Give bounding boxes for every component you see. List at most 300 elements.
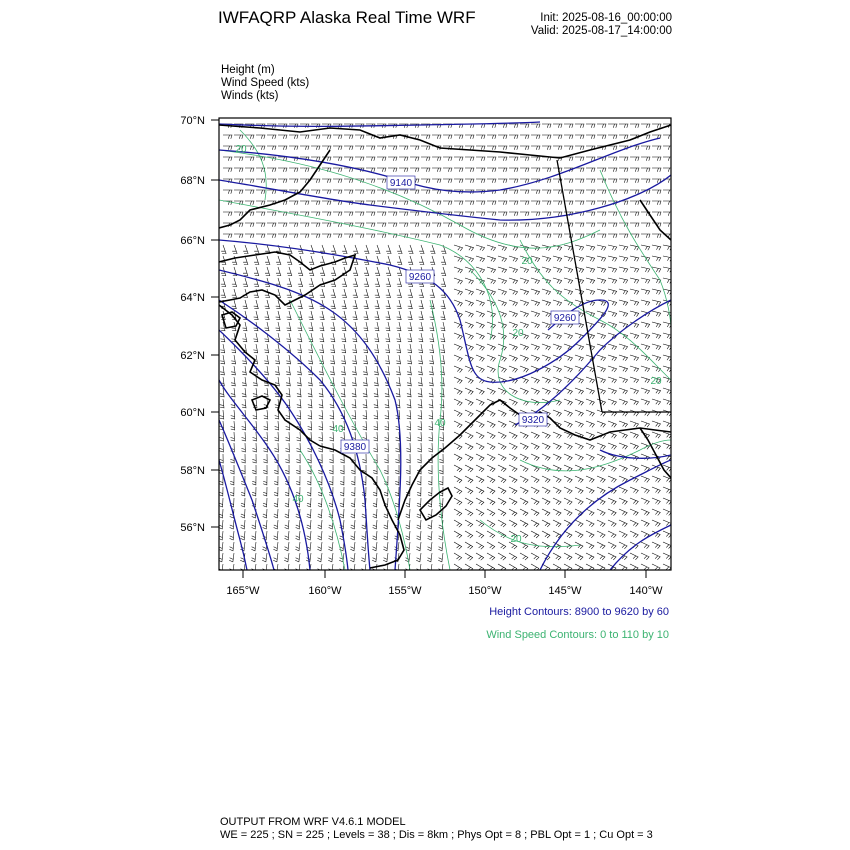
wind-barb bbox=[476, 542, 484, 549]
wind-barb bbox=[242, 377, 246, 386]
wind-barb bbox=[465, 289, 474, 295]
wind-barb bbox=[630, 553, 638, 560]
wind-barb bbox=[221, 289, 226, 298]
wind-barb bbox=[419, 289, 424, 298]
wind-barb bbox=[388, 223, 397, 227]
wind-barb bbox=[307, 454, 311, 463]
wind-barb bbox=[340, 509, 344, 518]
wind-barb bbox=[476, 399, 484, 406]
wind-barb bbox=[476, 201, 485, 205]
wind-barb bbox=[428, 487, 432, 496]
wind-barb bbox=[352, 355, 356, 364]
wind-barb bbox=[274, 487, 278, 496]
wind-barb bbox=[542, 344, 551, 350]
wind-barb bbox=[286, 377, 290, 386]
wind-barb bbox=[329, 531, 334, 540]
wind-barb bbox=[487, 432, 495, 439]
wind-barb bbox=[307, 465, 311, 474]
wind-barb bbox=[341, 355, 345, 364]
height-label bbox=[519, 413, 547, 426]
wind-barb bbox=[630, 355, 639, 361]
wind-barb bbox=[465, 531, 473, 538]
wind-barb bbox=[410, 234, 419, 238]
wind-barb bbox=[520, 146, 529, 150]
wind-barb bbox=[586, 311, 595, 317]
wind-barb bbox=[278, 135, 287, 139]
wind-barb bbox=[465, 245, 474, 251]
wind-barb bbox=[220, 344, 224, 353]
wind-barb bbox=[630, 377, 639, 383]
wind-barb bbox=[597, 553, 605, 560]
wind-barb bbox=[597, 234, 606, 238]
wind-barb bbox=[487, 498, 495, 505]
wind-barb bbox=[498, 410, 506, 417]
wind-barb bbox=[564, 399, 572, 405]
wind-barb bbox=[619, 124, 628, 128]
wind-barb bbox=[407, 421, 411, 430]
wind-barb bbox=[289, 168, 298, 172]
wind-barb bbox=[564, 388, 572, 394]
wind-barb bbox=[432, 190, 441, 194]
wind-barb bbox=[223, 146, 232, 150]
wind-barb bbox=[342, 245, 347, 254]
wind-barb bbox=[285, 465, 289, 474]
wind-barb bbox=[575, 234, 584, 238]
wind-barb bbox=[575, 410, 583, 416]
wind-barb bbox=[586, 366, 595, 372]
wind-barb bbox=[295, 542, 300, 551]
wind-barb bbox=[419, 322, 424, 331]
wind-barb bbox=[432, 157, 441, 161]
wind-barb bbox=[252, 487, 256, 496]
wind-barb bbox=[297, 344, 301, 353]
wind-barb bbox=[476, 300, 485, 306]
wind-barb bbox=[630, 256, 639, 261]
wind-barb bbox=[465, 542, 473, 549]
wind-barb bbox=[331, 322, 336, 331]
wind-barb bbox=[531, 553, 539, 560]
wind-barb bbox=[520, 289, 529, 295]
wind-barb bbox=[256, 146, 265, 150]
wind-barb bbox=[487, 124, 496, 128]
wind-barb bbox=[531, 531, 539, 538]
wind-barb bbox=[465, 168, 474, 172]
wind-barb bbox=[276, 267, 281, 276]
wind-barb bbox=[428, 443, 432, 452]
wind-barb bbox=[476, 509, 484, 516]
wind-barb bbox=[363, 432, 367, 441]
wind-barb bbox=[476, 311, 485, 317]
wind-barb bbox=[397, 245, 402, 254]
wind-barb bbox=[597, 256, 606, 262]
wind-barb bbox=[542, 223, 551, 227]
wind-barb bbox=[509, 146, 518, 150]
wind-barb bbox=[564, 278, 573, 284]
wind-barb bbox=[564, 366, 573, 372]
wind-barb bbox=[608, 135, 617, 139]
wind-barb bbox=[586, 476, 594, 483]
wind-barb bbox=[373, 487, 377, 496]
wind-barb bbox=[553, 509, 561, 516]
wind-barb bbox=[487, 278, 496, 284]
wind-barb bbox=[252, 465, 256, 474]
wind-barb bbox=[663, 531, 671, 538]
wind-barb bbox=[396, 333, 401, 342]
wind-barb bbox=[641, 333, 650, 339]
wind-barb bbox=[399, 212, 408, 216]
wind-barb bbox=[352, 410, 356, 419]
wind-barb bbox=[531, 454, 539, 461]
wind-barb bbox=[487, 443, 495, 450]
wind-barb bbox=[377, 157, 386, 161]
wind-barb bbox=[372, 542, 377, 551]
wind-barb bbox=[364, 300, 369, 309]
wind-barb bbox=[553, 366, 562, 372]
wind-barb bbox=[597, 421, 605, 427]
wind-barb bbox=[619, 421, 628, 427]
wind-barb bbox=[427, 542, 432, 551]
wind-barb bbox=[245, 234, 254, 238]
wind-barb bbox=[542, 432, 550, 439]
wind-barb bbox=[586, 289, 595, 295]
wind-barb bbox=[465, 333, 473, 339]
wind-barb bbox=[319, 344, 323, 353]
wind-barb bbox=[231, 410, 235, 419]
wind-barb bbox=[575, 421, 583, 427]
wind-barb bbox=[454, 421, 462, 428]
wind-barb bbox=[619, 377, 628, 383]
wind-barb bbox=[487, 487, 495, 494]
wind-barb bbox=[608, 509, 616, 516]
wind-barb bbox=[384, 454, 388, 463]
wind-barb bbox=[229, 564, 234, 573]
wind-barb bbox=[520, 344, 529, 350]
wind-barb bbox=[454, 289, 463, 295]
wind-barb bbox=[454, 399, 462, 406]
wind-barb bbox=[454, 300, 462, 306]
wind-barb bbox=[553, 333, 562, 339]
wind-barb bbox=[363, 388, 367, 397]
wind-barb bbox=[417, 498, 421, 507]
wind-barb bbox=[429, 366, 433, 375]
wind-barb bbox=[231, 421, 235, 430]
wind-barb bbox=[509, 179, 518, 183]
wind-barb bbox=[396, 344, 400, 353]
wind-barb bbox=[361, 564, 366, 573]
wind-barb bbox=[553, 399, 561, 405]
wind-barb bbox=[487, 388, 495, 395]
wind-barb bbox=[384, 465, 388, 474]
wind-barb bbox=[265, 322, 270, 331]
wind-barb bbox=[476, 245, 485, 251]
wind-barb bbox=[608, 267, 617, 273]
wind-barb bbox=[410, 201, 419, 205]
wind-barb bbox=[586, 135, 595, 139]
wind-barb bbox=[465, 465, 473, 472]
height-contour bbox=[610, 525, 671, 570]
wind-barb bbox=[344, 190, 353, 194]
wind-barb bbox=[487, 267, 496, 273]
wind-barb bbox=[476, 289, 485, 295]
wind-barb bbox=[531, 322, 540, 328]
wind-barb bbox=[396, 432, 400, 441]
wind-barb bbox=[253, 388, 257, 397]
wind-barb bbox=[366, 223, 375, 227]
wind-barb bbox=[441, 322, 446, 331]
wind-barb bbox=[223, 157, 232, 161]
wind-barb bbox=[328, 564, 333, 573]
wind-barb bbox=[509, 234, 518, 238]
wind-barb bbox=[531, 311, 540, 317]
wind-barb bbox=[429, 399, 433, 408]
wind-barb bbox=[663, 344, 672, 350]
wind-barb bbox=[542, 146, 551, 150]
wind-barb bbox=[231, 377, 235, 386]
wind-barb bbox=[520, 212, 529, 216]
wind-barb bbox=[397, 300, 402, 309]
wind-barb bbox=[251, 553, 256, 562]
wind-barb bbox=[641, 168, 650, 172]
wind-barb bbox=[465, 322, 473, 328]
wind-barb bbox=[430, 245, 435, 254]
wind-barb bbox=[364, 267, 369, 276]
wind-barb bbox=[429, 421, 433, 430]
wind-barb bbox=[597, 355, 606, 361]
wind-barb bbox=[287, 256, 292, 265]
wind-barb bbox=[454, 344, 462, 351]
wind-barb bbox=[520, 487, 528, 494]
wind-label: 40 bbox=[434, 418, 446, 429]
wind-barb bbox=[641, 553, 649, 560]
wind-barb bbox=[441, 311, 446, 320]
wind-barb bbox=[619, 432, 627, 438]
wind-barb bbox=[465, 454, 473, 461]
wind-barb bbox=[542, 509, 550, 516]
wind-barb bbox=[652, 476, 660, 482]
wind-barb bbox=[454, 443, 462, 450]
wind-barb bbox=[542, 443, 550, 450]
wind-barb bbox=[253, 344, 257, 353]
model-info: OUTPUT FROM WRF V4.6.1 MODEL bbox=[220, 816, 406, 828]
wind-barb bbox=[308, 388, 312, 397]
wind-label: 20 bbox=[510, 534, 522, 545]
wind-barb bbox=[487, 553, 495, 560]
wind-barb bbox=[608, 355, 617, 361]
wind-barb bbox=[476, 124, 485, 128]
variable-wind-speed: Wind Speed (kts) bbox=[221, 77, 310, 89]
wind-barb bbox=[317, 564, 322, 573]
wind-barb bbox=[509, 520, 517, 527]
wind-barb bbox=[285, 520, 289, 529]
wind-barb bbox=[308, 377, 312, 386]
wind-barb bbox=[252, 454, 256, 463]
wind-barb bbox=[586, 432, 594, 438]
wind-barb bbox=[652, 256, 661, 261]
wind-barb bbox=[300, 146, 309, 150]
wind-barb bbox=[278, 168, 287, 172]
wind-barb bbox=[531, 520, 539, 527]
wind-barb bbox=[509, 432, 517, 439]
wind-barb bbox=[386, 311, 391, 320]
wind-barb bbox=[564, 509, 572, 516]
wind-speed-contour bbox=[240, 130, 266, 200]
wind-barb bbox=[267, 190, 276, 194]
wind-barb bbox=[342, 289, 347, 298]
wind-barb bbox=[363, 421, 367, 430]
wind-barb bbox=[553, 135, 562, 139]
wind-barb bbox=[542, 212, 551, 216]
wind-barb bbox=[388, 157, 397, 161]
wind-barb bbox=[421, 179, 430, 183]
wind-barb bbox=[377, 201, 386, 205]
wind-barb bbox=[608, 157, 617, 161]
wind-barb bbox=[531, 344, 540, 350]
wind-barb bbox=[298, 300, 303, 309]
wind-barb bbox=[476, 344, 484, 350]
wind-barb bbox=[619, 531, 627, 538]
wind-barb bbox=[487, 476, 495, 483]
wind-barb bbox=[509, 388, 517, 395]
wind-barb bbox=[498, 553, 506, 560]
wind-barb bbox=[377, 223, 386, 227]
wind-barb bbox=[553, 223, 562, 227]
wind-barb bbox=[553, 476, 561, 483]
wind-barb bbox=[498, 168, 507, 172]
wind-barb bbox=[432, 179, 441, 183]
wind-barb bbox=[454, 245, 463, 251]
wind-barb bbox=[417, 476, 421, 485]
wind-barb bbox=[652, 300, 661, 306]
wind-barb bbox=[520, 135, 529, 139]
wind-barb bbox=[663, 410, 672, 416]
wind-barb bbox=[363, 333, 368, 342]
wind-barb bbox=[652, 201, 661, 205]
wind-barb bbox=[307, 531, 312, 540]
wind-barb bbox=[509, 256, 518, 262]
wind-barb bbox=[432, 135, 441, 139]
wind-barb bbox=[487, 146, 496, 150]
wind-barb bbox=[355, 212, 364, 216]
wind-barb bbox=[220, 432, 224, 441]
wind-barb bbox=[309, 278, 314, 287]
wind-barb bbox=[223, 234, 232, 238]
wind-barb bbox=[663, 509, 671, 516]
wind-barb bbox=[297, 388, 301, 397]
wind-barb bbox=[440, 333, 445, 342]
wind-barb bbox=[263, 520, 267, 529]
wind-barb bbox=[341, 333, 346, 342]
wind-barb bbox=[273, 542, 278, 551]
wind-barb bbox=[256, 179, 265, 183]
wind-barb bbox=[307, 520, 311, 529]
wind-barb bbox=[608, 498, 616, 505]
wind-barb bbox=[373, 531, 378, 540]
wind-barb bbox=[531, 157, 540, 161]
height-label bbox=[341, 440, 369, 453]
wind-barb bbox=[253, 377, 257, 386]
wind-barb bbox=[383, 542, 388, 551]
wind-barb bbox=[487, 212, 496, 216]
wind-barb bbox=[221, 245, 226, 254]
wind-barb bbox=[641, 300, 650, 306]
wind-barb bbox=[652, 124, 661, 128]
wind-barb bbox=[597, 135, 606, 139]
wind-barb bbox=[553, 377, 561, 383]
wind-barb bbox=[340, 476, 344, 485]
wind-barb bbox=[311, 135, 320, 139]
wind-barb bbox=[597, 245, 606, 251]
wind-barb bbox=[652, 289, 661, 295]
wind-barb bbox=[386, 245, 391, 254]
wind-barb bbox=[509, 366, 517, 372]
svg-text:9380: 9380 bbox=[343, 442, 367, 453]
wind-barb bbox=[641, 322, 650, 328]
wind-barb bbox=[330, 366, 334, 375]
wind-barb bbox=[476, 168, 485, 172]
wind-barb bbox=[278, 146, 287, 150]
wind-barb bbox=[575, 476, 583, 483]
wind-barb bbox=[296, 476, 300, 485]
wind-barb bbox=[630, 278, 639, 284]
wind-barb bbox=[531, 168, 540, 172]
wind-barb bbox=[520, 223, 529, 227]
wind-barb bbox=[352, 377, 356, 386]
wind-barb bbox=[608, 289, 617, 295]
wind-barb bbox=[322, 179, 331, 183]
wind-barb bbox=[597, 454, 605, 461]
wind-barb bbox=[553, 410, 561, 416]
wind-barb bbox=[487, 509, 495, 516]
wind-barb bbox=[263, 454, 267, 463]
wind-barb bbox=[285, 443, 289, 452]
wind-barb bbox=[619, 399, 628, 405]
wind-barb bbox=[542, 124, 551, 128]
wind-barb bbox=[439, 454, 443, 463]
wind-barb bbox=[243, 278, 248, 287]
wind-barb bbox=[386, 289, 391, 298]
wind-barb bbox=[564, 157, 573, 161]
wind-barb bbox=[418, 333, 423, 342]
wind-barb bbox=[342, 322, 347, 331]
wind-barb bbox=[254, 267, 259, 276]
wind-barb bbox=[520, 355, 528, 361]
wind-barb bbox=[441, 300, 446, 309]
wind-barb bbox=[509, 487, 517, 494]
wind-barb bbox=[438, 564, 443, 573]
wind-barb bbox=[267, 223, 276, 227]
wind-barb bbox=[399, 190, 408, 194]
wind-barb bbox=[454, 135, 463, 139]
svg-text:9260: 9260 bbox=[553, 313, 577, 324]
wind-barb bbox=[652, 553, 660, 560]
wind-barb bbox=[318, 531, 323, 540]
wind-barb bbox=[465, 476, 473, 483]
wind-barb bbox=[245, 223, 254, 227]
wind-barb bbox=[608, 531, 616, 538]
wind-barb bbox=[498, 223, 507, 227]
wind-barb bbox=[520, 366, 528, 372]
wind-barb bbox=[374, 432, 378, 441]
wind-barb bbox=[575, 168, 584, 172]
wind-barb bbox=[476, 520, 484, 527]
wind-barb bbox=[245, 168, 254, 172]
wind-label: 20 bbox=[235, 144, 247, 155]
wind-barb bbox=[297, 410, 301, 419]
wind-barb bbox=[575, 520, 583, 527]
wind-barb bbox=[586, 531, 594, 538]
wind-barb bbox=[319, 366, 323, 375]
wind-barb bbox=[509, 124, 518, 128]
